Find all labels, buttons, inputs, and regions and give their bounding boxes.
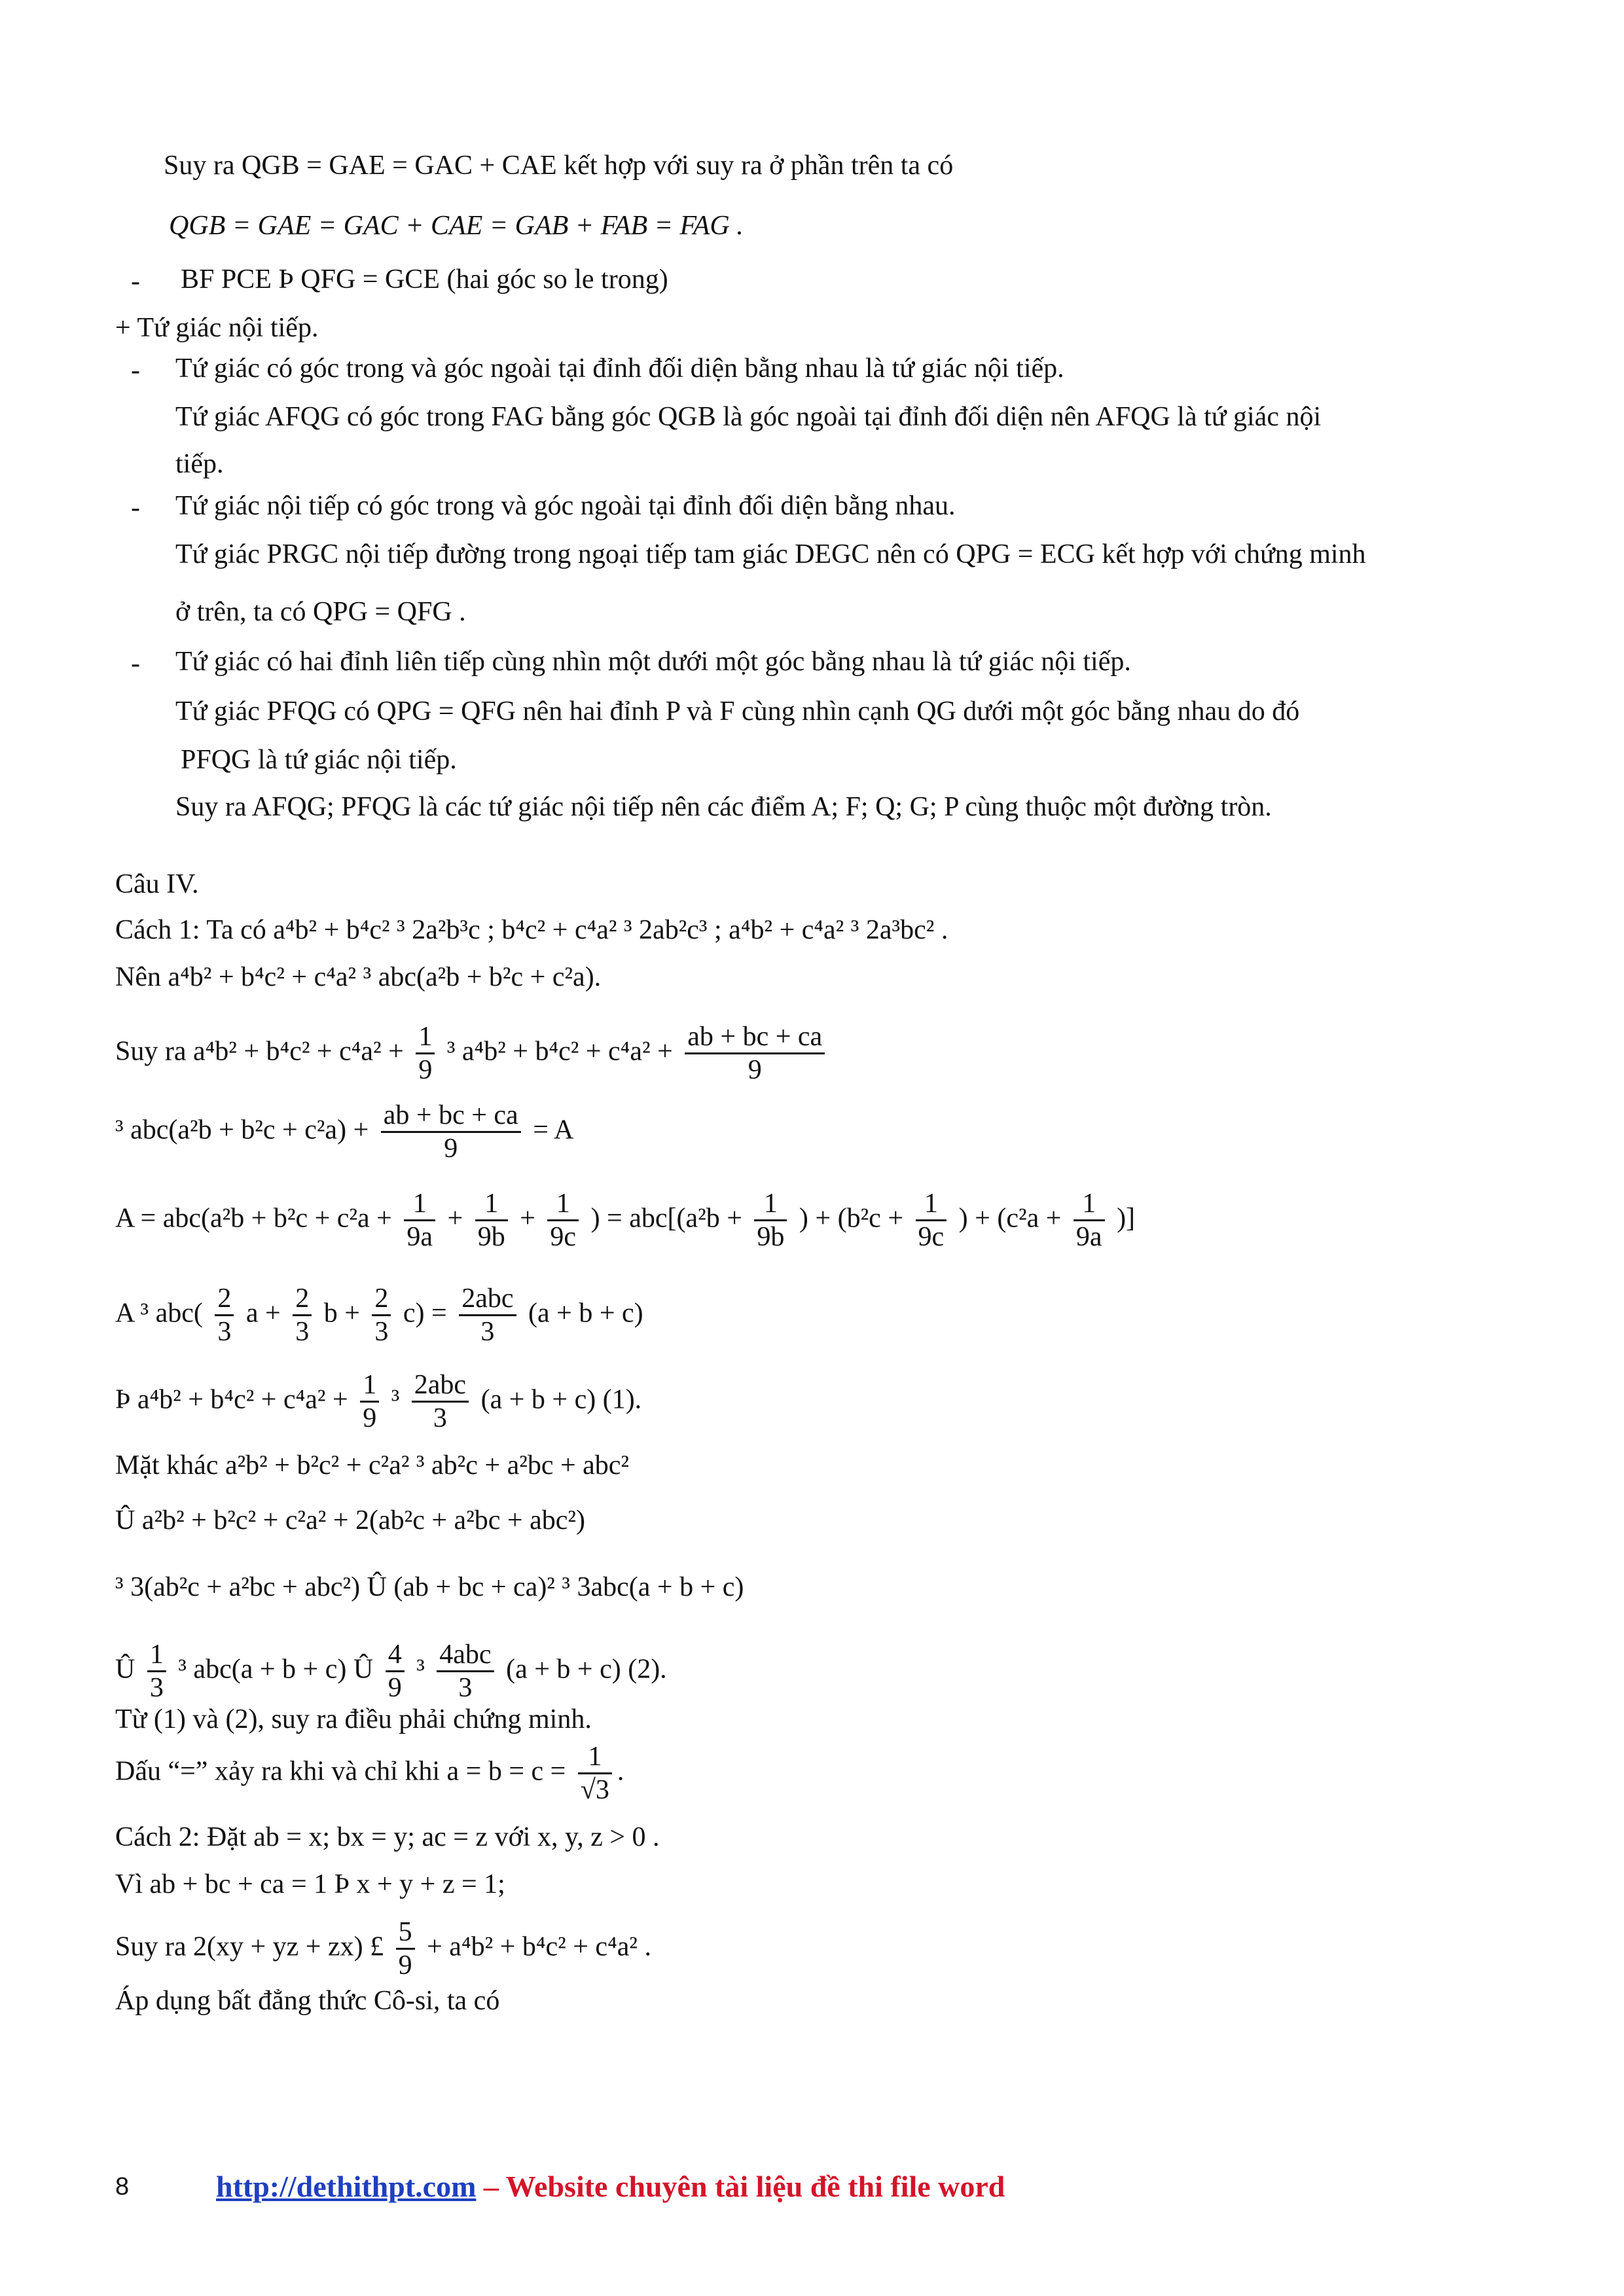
bullet-dash: -	[131, 266, 140, 296]
text-line: Từ (1) và (2), suy ra điều phải chứng minh.	[115, 1704, 592, 1734]
text-line: Vì ab + bc + ca = 1 Þ x + y + z = 1;	[115, 1869, 505, 1899]
text-line: PFQG là tứ giác nội tiếp.	[181, 745, 457, 775]
math-line: A = abc(a²b + b²c + c²a + $\frac{1}{9a}$ + $\frac{1}{9b}$ + $\frac{1}{9c}$ ) = abc[(a²b + $\frac{1}{9b}$ ) + (b²c + $\frac{1}{9c}$ ) + (c²a + $\frac{1}{9a}$ )]	[115, 1189, 1136, 1253]
text-line: tiếp.	[175, 449, 224, 479]
fraction: $\frac{2}{3}$	[215, 1283, 234, 1348]
text-line: Tứ giác có hai đỉnh liên tiếp cùng nhìn một dưới một góc bằng nhau là tứ giác nội tiếp.	[175, 647, 1131, 677]
fraction: $\frac{\text{2abc}}{3}$	[412, 1369, 469, 1435]
fraction: $\frac{1}{9a}$	[404, 1188, 435, 1253]
math-line: Þ a⁴b² + b⁴c² + c⁴a² + $\frac{1}{9}$ ³ $\frac{\text{2abc}}{3}$ (a + b + c) (1).	[115, 1370, 642, 1434]
footer-link[interactable]: http://dethithpt.com	[216, 2170, 477, 2203]
text-line: Tứ giác nội tiếp có góc trong và góc ngoài tại đỉnh đối diện bằng nhau.	[175, 491, 956, 521]
text-line: Mặt khác a²b² + b²c² + c²a² ³ ab²c + a²bc + abc²	[115, 1450, 630, 1480]
question-heading: Câu IV.	[115, 869, 199, 899]
bullet-dash: -	[131, 649, 140, 679]
math-line: Suy ra a⁴b² + b⁴c² + c⁴a² + $\frac{1}{9}$ ³ a⁴b² + b⁴c² + c⁴a² + $\frac{ab + bc + ca}{9}$	[115, 1021, 830, 1086]
math-line: Dấu “=” xảy ra khi và chỉ khi a = b = c = $\frac{1}{√3}$ .	[115, 1742, 624, 1806]
math-line: ³ 3(ab²c + a²bc + abc²) Û (ab + bc + ca)² ³ 3abc(a + b + c)	[115, 1572, 744, 1602]
fraction: $\frac{ab + bc + ca}{9}$	[381, 1100, 521, 1165]
bullet-dash: -	[131, 355, 140, 386]
section-heading: + Tứ giác nội tiếp.	[115, 313, 319, 343]
fraction: $\frac{1}{9}$	[360, 1369, 379, 1435]
fraction: $\frac{\text{2abc}}{3}$	[459, 1283, 516, 1348]
text-line: BF PCE Þ QFG = GCE (hai góc so le trong)	[181, 264, 668, 295]
fraction: $\frac{2}{3}$	[293, 1283, 312, 1348]
fraction: $\frac{1}{9b}$	[754, 1188, 787, 1253]
text-line: Tứ giác AFQG có góc trong FAG bằng góc QGB là góc ngoài tại đỉnh đối diện nên AFQG là tứ giác nội	[175, 402, 1322, 432]
fraction: $\frac{1}{9c}$	[916, 1188, 947, 1253]
bullet-dash: -	[131, 493, 140, 523]
fraction: $\frac{4}{9}$	[386, 1639, 405, 1704]
text-line: Cách 1: Ta có a⁴b² + b⁴c² ³ 2a²b³c ; b⁴c² + c⁴a² ³ 2ab²c³ ; a⁴b² + c⁴a² ³ 2a³bc² .	[115, 915, 948, 945]
text-line: Tứ giác PRGC nội tiếp đường trong ngoại tiếp tam giác DEGC nên có QPG = ECG kết hợp với chứng minh	[175, 539, 1366, 569]
math-line: ³ abc(a²b + b²c + c²a) + $\frac{ab + bc + ca}{9}$ = A	[115, 1100, 574, 1164]
text-line: Tứ giác có góc trong và góc ngoài tại đỉnh đối diện bằng nhau là tứ giác nội tiếp.	[175, 353, 1064, 384]
text-line: Cách 2: Đặt ab = x; bx = y; ac = z với x, y, z > 0 .	[115, 1822, 660, 1852]
fraction: $\frac{5}{9}$	[396, 1916, 415, 1982]
fraction: $\frac{2}{3}$	[372, 1283, 391, 1348]
text-line: Tứ giác PFQG có QPG = QFG nên hai đỉnh P và F cùng nhìn cạnh QG dưới một góc bằng nhau do đó	[175, 696, 1300, 726]
text-line: Suy ra QGB = GAE = GAC + CAE kết hợp với suy ra ở phần trên ta có	[164, 151, 954, 181]
footer-text: – Website chuyên tài liệu đề thi file word	[476, 2170, 1005, 2203]
text-line: QGB = GAE = GAC + CAE = GAB + FAB = FAG .	[169, 211, 744, 241]
math-line: Suy ra 2(xy + yz + zx) £ $\frac{5}{9}$ + a⁴b² + b⁴c² + c⁴a² .	[115, 1917, 651, 1981]
text-line: Suy ra AFQG; PFQG là các tứ giác nội tiếp nên các điểm A; F; Q; G; P cùng thuộc một đường tròn.	[175, 792, 1272, 822]
fraction: $\frac{1}{9c}$	[547, 1188, 579, 1253]
fraction: $\frac{1}{9b}$	[475, 1188, 508, 1253]
fraction: $\frac{1}{√3}$	[578, 1741, 612, 1806]
text-line: ở trên, ta có QPG = QFG .	[175, 597, 466, 627]
footer	[216, 2169, 1005, 2204]
fraction: $\frac{ab + bc + ca}{9}$	[685, 1021, 825, 1086]
math-line: A ³ abc( $\frac{2}{3}$ a + $\frac{2}{3}$ b + $\frac{2}{3}$ c) = $\frac{\text{2abc}}{3}$ (a + b + c)	[115, 1283, 643, 1348]
fraction: $\frac{1}{9a}$	[1074, 1188, 1105, 1253]
text-line: Nên a⁴b² + b⁴c² + c⁴a² ³ abc(a²b + b²c + c²a).	[115, 962, 602, 992]
math-line: Û $\frac{1}{3}$ ³ abc(a + b + c) Û $\frac{4}{9}$ ³ $\frac{\text{4abc}}{3}$ (a + b + c) (2).	[115, 1640, 667, 1704]
fraction: $\frac{1}{3}$	[147, 1639, 166, 1704]
math-line: Û a²b² + b²c² + c²a² + 2(ab²c + a²bc + abc²)	[115, 1505, 585, 1535]
page-number: 8	[115, 2173, 130, 2200]
fraction: $\frac{\text{4abc}}{3}$	[437, 1639, 494, 1704]
fraction: $\frac{1}{9}$	[416, 1021, 435, 1086]
text-line: Áp dụng bất đẳng thức Cô-si, ta có	[115, 1986, 500, 2016]
